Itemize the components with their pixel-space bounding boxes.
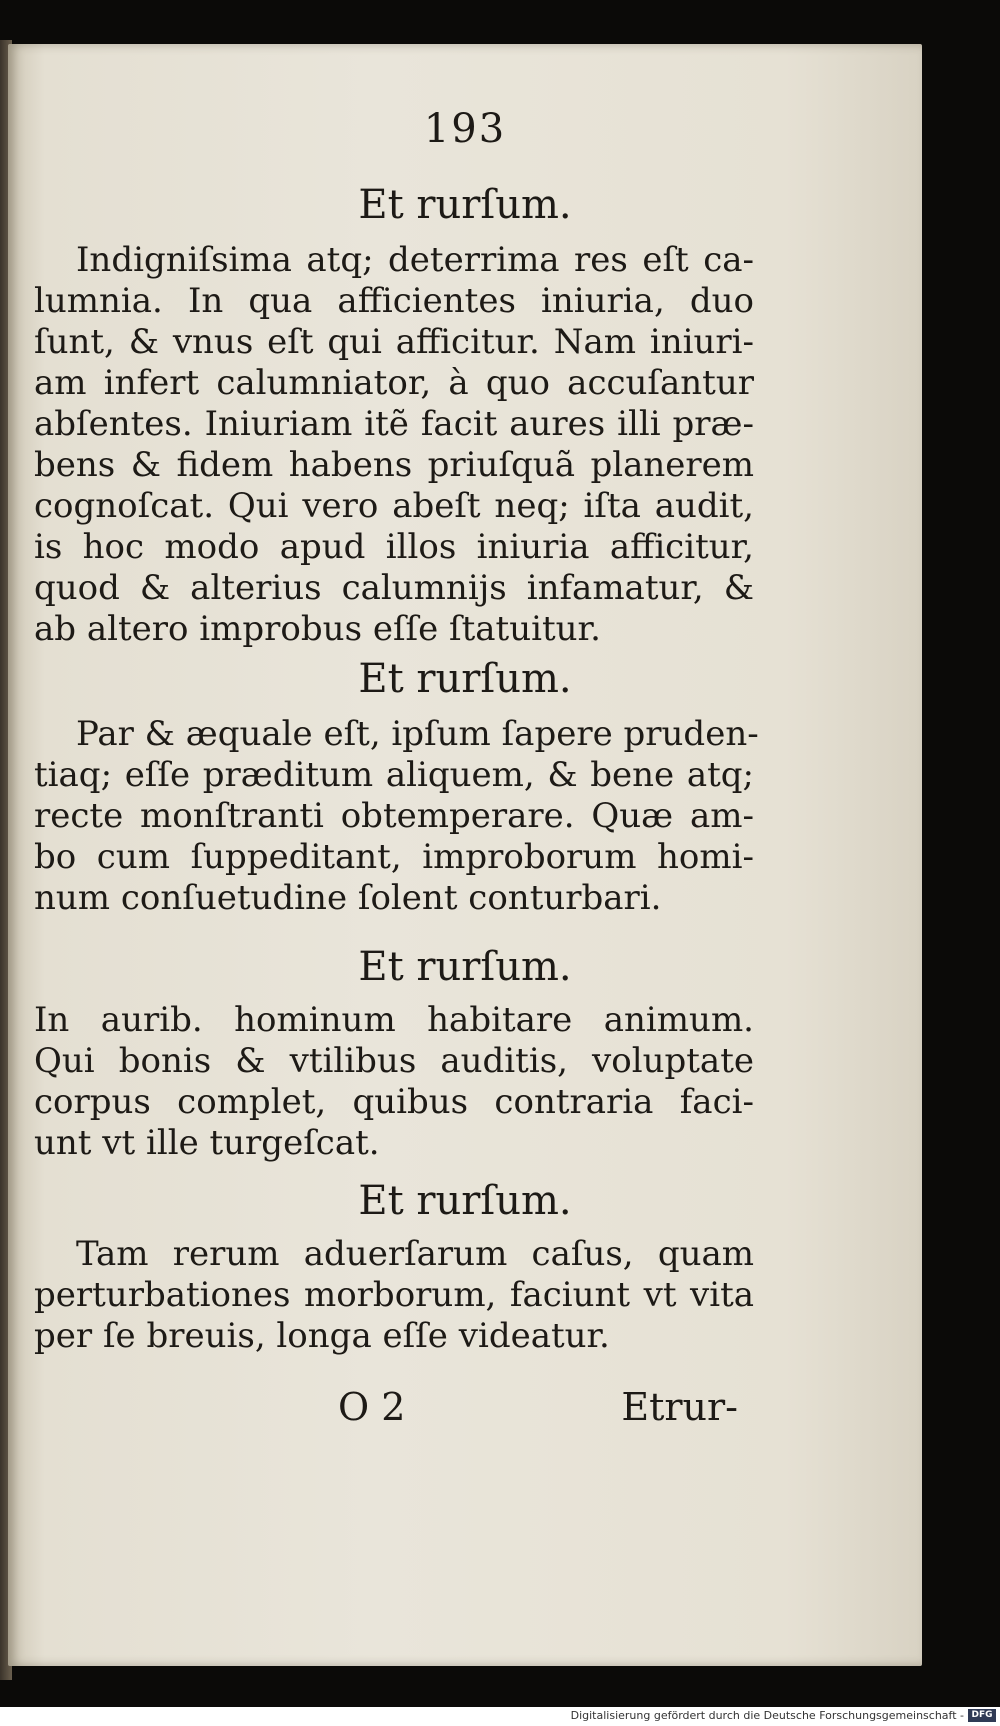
text-line: abſentes. Iniuriam itẽ facit aures illi præ- — [34, 404, 754, 444]
text-line: Par & æquale eſt, ipſum ſapere pruden- — [76, 714, 759, 754]
paragraph — [34, 1000, 754, 1164]
text-line: Indigniſsima atq; deterrima res eſt ca- — [76, 240, 754, 280]
text-line: unt vt ille turgeſcat. — [34, 1123, 380, 1163]
signature-mark: O 2 — [338, 1385, 406, 1429]
text-line: tiaq; eſſe præditum aliquem, & bene atq; — [34, 755, 754, 795]
text-line: am infert calumniator, à quo accuſantur — [34, 363, 754, 403]
footer-credit: Digitalisierung gefördert durch die Deutsche Forschungsgemeinschaft - — [570, 1709, 964, 1722]
text-line: Tam rerum aduerſarum caſus, quam — [76, 1234, 754, 1274]
text-line: is hoc modo apud illos iniuria afficitur, — [34, 527, 754, 567]
text-line: ſunt, & vnus eſt qui afficitur. Nam iniuri- — [34, 322, 754, 362]
text-line: bens & fidem habens priuſquã planerem — [34, 445, 754, 485]
text-line: bo cum ſuppeditant, improborum homi- — [34, 837, 754, 877]
text-line: lumnia. In qua afficientes iniuria, duo — [34, 281, 754, 321]
text-line: corpus complet, quibus contraria faci- — [34, 1082, 754, 1122]
text-line: per ſe breuis, longa eſſe videatur. — [34, 1316, 610, 1356]
text-line: num conſuetudine ſolent conturbari. — [34, 878, 662, 918]
text-line: cognoſcat. Qui vero abeſt neq; iſta audit, — [34, 486, 754, 526]
section-heading: Et rurſum. — [358, 944, 572, 990]
catchword-line — [338, 1385, 738, 1429]
paragraph — [34, 1234, 754, 1357]
text-line: In aurib. hominum habitare animum. — [34, 1000, 754, 1040]
text-line: quod & alterius calumnijs infamatur, & — [34, 568, 754, 608]
section-heading: Et rurſum. — [358, 656, 572, 702]
paragraph — [34, 240, 754, 650]
page-number: 193 — [423, 106, 507, 152]
catchword: Etrur- — [621, 1385, 738, 1429]
paragraph — [34, 714, 759, 919]
dfg-logo-icon: DFG — [968, 1709, 996, 1722]
text-line: ab altero improbus eſſe ſtatuitur. — [34, 609, 601, 649]
section-heading: Et rurſum. — [358, 182, 572, 228]
text-line: recte monſtranti obtemperare. Quæ am- — [34, 796, 754, 836]
book-page — [8, 44, 922, 1666]
section-heading: Et rurſum. — [358, 1178, 572, 1224]
text-line: perturbationes morborum, faciunt vt vita — [34, 1275, 754, 1315]
text-line: Qui bonis & vtilibus auditis, voluptate — [34, 1041, 754, 1081]
